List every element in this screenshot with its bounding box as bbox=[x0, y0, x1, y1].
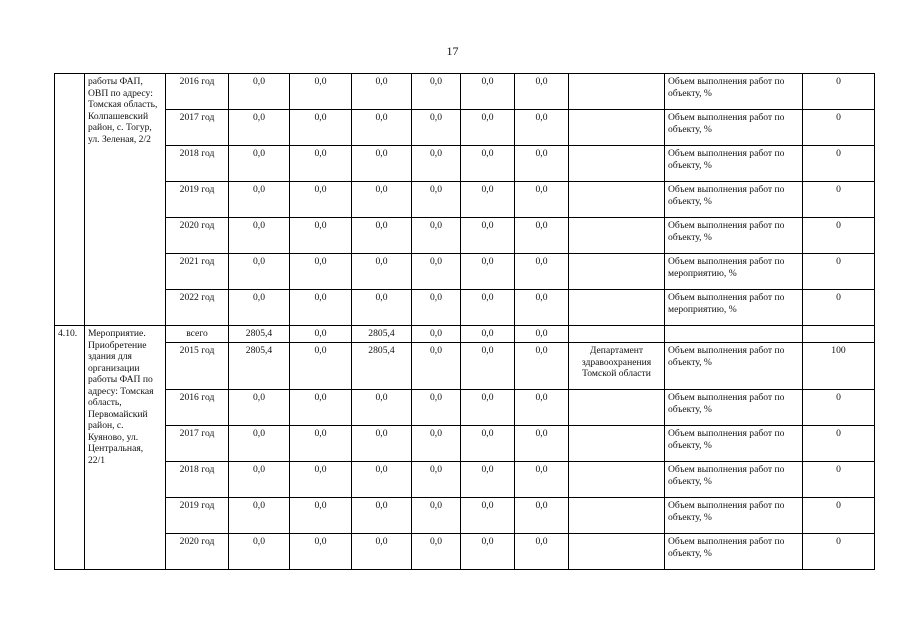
year-cell: 2020 год bbox=[166, 218, 229, 254]
regional-budget-cell: 0,0 bbox=[352, 254, 412, 290]
year-cell: 2015 год bbox=[166, 343, 229, 390]
year-cell: 2016 год bbox=[166, 390, 229, 426]
extra-funds-cell: 0,0 bbox=[461, 218, 515, 254]
federal-budget-cell: 0,0 bbox=[290, 74, 352, 110]
federal-budget-cell: 0,0 bbox=[290, 498, 352, 534]
other-funds-cell: 0,0 bbox=[515, 254, 569, 290]
local-budget-cell: 0,0 bbox=[412, 290, 461, 326]
regional-budget-cell: 2805,4 bbox=[352, 326, 412, 343]
target-value-cell: 0 bbox=[803, 498, 875, 534]
federal-budget-cell: 0,0 bbox=[290, 390, 352, 426]
total-funding-cell: 0,0 bbox=[229, 534, 290, 570]
indicator-cell: Объем выполнения работ по объекту, % bbox=[665, 343, 803, 390]
total-funding-cell: 0,0 bbox=[229, 290, 290, 326]
responsible-dept-cell bbox=[569, 534, 665, 570]
page-number: 17 bbox=[446, 44, 459, 58]
table-row bbox=[55, 290, 875, 326]
regional-budget-cell: 0,0 bbox=[352, 534, 412, 570]
item-number-cell bbox=[55, 74, 85, 326]
local-budget-cell: 0,0 bbox=[412, 110, 461, 146]
indicator-cell: Объем выполнения работ по объекту, % bbox=[665, 390, 803, 426]
target-value-cell: 100 bbox=[803, 343, 875, 390]
other-funds-cell: 0,0 bbox=[515, 74, 569, 110]
indicator-cell: Объем выполнения работ по мероприятию, % bbox=[665, 254, 803, 290]
table-row bbox=[55, 462, 875, 498]
extra-funds-cell: 0,0 bbox=[461, 146, 515, 182]
responsible-dept-cell bbox=[569, 110, 665, 146]
regional-budget-cell: 0,0 bbox=[352, 498, 412, 534]
program-table bbox=[54, 73, 875, 570]
local-budget-cell: 0,0 bbox=[412, 462, 461, 498]
regional-budget-cell: 0,0 bbox=[352, 290, 412, 326]
regional-budget-cell: 0,0 bbox=[352, 218, 412, 254]
local-budget-cell: 0,0 bbox=[412, 534, 461, 570]
target-value-cell: 0 bbox=[803, 426, 875, 462]
federal-budget-cell: 0,0 bbox=[290, 343, 352, 390]
local-budget-cell: 0,0 bbox=[412, 146, 461, 182]
target-value-cell: 0 bbox=[803, 290, 875, 326]
total-funding-cell: 0,0 bbox=[229, 462, 290, 498]
federal-budget-cell: 0,0 bbox=[290, 218, 352, 254]
year-cell: 2017 год bbox=[166, 426, 229, 462]
target-value-cell: 0 bbox=[803, 254, 875, 290]
regional-budget-cell: 0,0 bbox=[352, 110, 412, 146]
total-funding-cell: 0,0 bbox=[229, 74, 290, 110]
other-funds-cell: 0,0 bbox=[515, 110, 569, 146]
target-value-cell: 0 bbox=[803, 182, 875, 218]
other-funds-cell: 0,0 bbox=[515, 426, 569, 462]
target-value-cell: 0 bbox=[803, 146, 875, 182]
table-row bbox=[55, 146, 875, 182]
target-value-cell bbox=[803, 326, 875, 343]
regional-budget-cell: 0,0 bbox=[352, 462, 412, 498]
total-funding-cell: 0,0 bbox=[229, 426, 290, 462]
other-funds-cell: 0,0 bbox=[515, 326, 569, 343]
total-funding-cell: 0,0 bbox=[229, 498, 290, 534]
indicator-cell: Объем выполнения работ по объекту, % bbox=[665, 146, 803, 182]
regional-budget-cell: 0,0 bbox=[352, 182, 412, 218]
indicator-cell: Объем выполнения работ по объекту, % bbox=[665, 498, 803, 534]
table-row bbox=[55, 390, 875, 426]
table-row bbox=[55, 343, 875, 390]
table-row bbox=[55, 218, 875, 254]
responsible-dept-cell bbox=[569, 426, 665, 462]
responsible-dept-cell bbox=[569, 290, 665, 326]
other-funds-cell: 0,0 bbox=[515, 146, 569, 182]
other-funds-cell: 0,0 bbox=[515, 218, 569, 254]
federal-budget-cell: 0,0 bbox=[290, 326, 352, 343]
federal-budget-cell: 0,0 bbox=[290, 254, 352, 290]
target-value-cell: 0 bbox=[803, 534, 875, 570]
regional-budget-cell: 0,0 bbox=[352, 426, 412, 462]
federal-budget-cell: 0,0 bbox=[290, 426, 352, 462]
federal-budget-cell: 0,0 bbox=[290, 290, 352, 326]
year-cell: 2017 год bbox=[166, 110, 229, 146]
item-number-cell: 4.10. bbox=[55, 326, 85, 570]
local-budget-cell: 0,0 bbox=[412, 182, 461, 218]
extra-funds-cell: 0,0 bbox=[461, 290, 515, 326]
responsible-dept-cell: Департамент здравоохранения Томской области bbox=[569, 343, 665, 390]
table-row bbox=[55, 182, 875, 218]
total-funding-cell: 2805,4 bbox=[229, 326, 290, 343]
responsible-dept-cell bbox=[569, 254, 665, 290]
target-value-cell: 0 bbox=[803, 218, 875, 254]
regional-budget-cell: 0,0 bbox=[352, 74, 412, 110]
responsible-dept-cell bbox=[569, 326, 665, 343]
federal-budget-cell: 0,0 bbox=[290, 146, 352, 182]
table-row bbox=[55, 534, 875, 570]
total-funding-cell: 0,0 bbox=[229, 218, 290, 254]
responsible-dept-cell bbox=[569, 498, 665, 534]
indicator-cell: Объем выполнения работ по мероприятию, % bbox=[665, 290, 803, 326]
indicator-cell: Объем выполнения работ по объекту, % bbox=[665, 534, 803, 570]
indicator-cell: Объем выполнения работ по объекту, % bbox=[665, 462, 803, 498]
table-row bbox=[55, 498, 875, 534]
table-row bbox=[55, 426, 875, 462]
extra-funds-cell: 0,0 bbox=[461, 390, 515, 426]
local-budget-cell: 0,0 bbox=[412, 326, 461, 343]
extra-funds-cell: 0,0 bbox=[461, 74, 515, 110]
extra-funds-cell: 0,0 bbox=[461, 254, 515, 290]
extra-funds-cell: 0,0 bbox=[461, 462, 515, 498]
year-cell: 2018 год bbox=[166, 146, 229, 182]
extra-funds-cell: 0,0 bbox=[461, 182, 515, 218]
regional-budget-cell: 0,0 bbox=[352, 146, 412, 182]
federal-budget-cell: 0,0 bbox=[290, 534, 352, 570]
other-funds-cell: 0,0 bbox=[515, 290, 569, 326]
target-value-cell: 0 bbox=[803, 462, 875, 498]
extra-funds-cell: 0,0 bbox=[461, 426, 515, 462]
responsible-dept-cell bbox=[569, 462, 665, 498]
target-value-cell: 0 bbox=[803, 390, 875, 426]
other-funds-cell: 0,0 bbox=[515, 390, 569, 426]
responsible-dept-cell bbox=[569, 74, 665, 110]
indicator-cell: Объем выполнения работ по объекту, % bbox=[665, 74, 803, 110]
year-cell: 2016 год bbox=[166, 74, 229, 110]
extra-funds-cell: 0,0 bbox=[461, 326, 515, 343]
regional-budget-cell: 0,0 bbox=[352, 390, 412, 426]
extra-funds-cell: 0,0 bbox=[461, 343, 515, 390]
regional-budget-cell: 2805,4 bbox=[352, 343, 412, 390]
responsible-dept-cell bbox=[569, 146, 665, 182]
extra-funds-cell: 0,0 bbox=[461, 534, 515, 570]
local-budget-cell: 0,0 bbox=[412, 254, 461, 290]
year-cell: 2020 год bbox=[166, 534, 229, 570]
year-cell: 2019 год bbox=[166, 182, 229, 218]
local-budget-cell: 0,0 bbox=[412, 74, 461, 110]
federal-budget-cell: 0,0 bbox=[290, 182, 352, 218]
extra-funds-cell: 0,0 bbox=[461, 110, 515, 146]
year-cell: всего bbox=[166, 326, 229, 343]
target-value-cell: 0 bbox=[803, 74, 875, 110]
total-funding-cell: 0,0 bbox=[229, 182, 290, 218]
table-row bbox=[55, 74, 875, 110]
year-cell: 2022 год bbox=[166, 290, 229, 326]
indicator-cell: Объем выполнения работ по объекту, % bbox=[665, 110, 803, 146]
total-funding-cell: 0,0 bbox=[229, 146, 290, 182]
target-value-cell: 0 bbox=[803, 110, 875, 146]
indicator-cell bbox=[665, 326, 803, 343]
indicator-cell: Объем выполнения работ по объекту, % bbox=[665, 218, 803, 254]
responsible-dept-cell bbox=[569, 182, 665, 218]
table-row bbox=[55, 326, 875, 343]
total-funding-cell: 0,0 bbox=[229, 390, 290, 426]
total-funding-cell: 0,0 bbox=[229, 254, 290, 290]
local-budget-cell: 0,0 bbox=[412, 343, 461, 390]
other-funds-cell: 0,0 bbox=[515, 462, 569, 498]
federal-budget-cell: 0,0 bbox=[290, 462, 352, 498]
other-funds-cell: 0,0 bbox=[515, 498, 569, 534]
indicator-cell: Объем выполнения работ по объекту, % bbox=[665, 426, 803, 462]
year-cell: 2019 год bbox=[166, 498, 229, 534]
total-funding-cell: 0,0 bbox=[229, 110, 290, 146]
year-cell: 2018 год bbox=[166, 462, 229, 498]
measure-name-cell: работы ФАП, ОВП по адресу: Томская область, Колпашевский район, с. Тогур, ул. Зеленая, 2/2 bbox=[85, 74, 166, 326]
other-funds-cell: 0,0 bbox=[515, 534, 569, 570]
year-cell: 2021 год bbox=[166, 254, 229, 290]
total-funding-cell: 2805,4 bbox=[229, 343, 290, 390]
indicator-cell: Объем выполнения работ по объекту, % bbox=[665, 182, 803, 218]
measure-name-cell: Мероприятие. Приобретение здания для организации работы ФАП по адресу: Томская область, Первомайский район, с. Куяново, ул. Центральная, 22/1 bbox=[85, 326, 166, 570]
other-funds-cell: 0,0 bbox=[515, 343, 569, 390]
table-row bbox=[55, 110, 875, 146]
local-budget-cell: 0,0 bbox=[412, 498, 461, 534]
local-budget-cell: 0,0 bbox=[412, 390, 461, 426]
extra-funds-cell: 0,0 bbox=[461, 498, 515, 534]
responsible-dept-cell bbox=[569, 218, 665, 254]
local-budget-cell: 0,0 bbox=[412, 218, 461, 254]
table-row bbox=[55, 254, 875, 290]
responsible-dept-cell bbox=[569, 390, 665, 426]
other-funds-cell: 0,0 bbox=[515, 182, 569, 218]
local-budget-cell: 0,0 bbox=[412, 426, 461, 462]
federal-budget-cell: 0,0 bbox=[290, 110, 352, 146]
